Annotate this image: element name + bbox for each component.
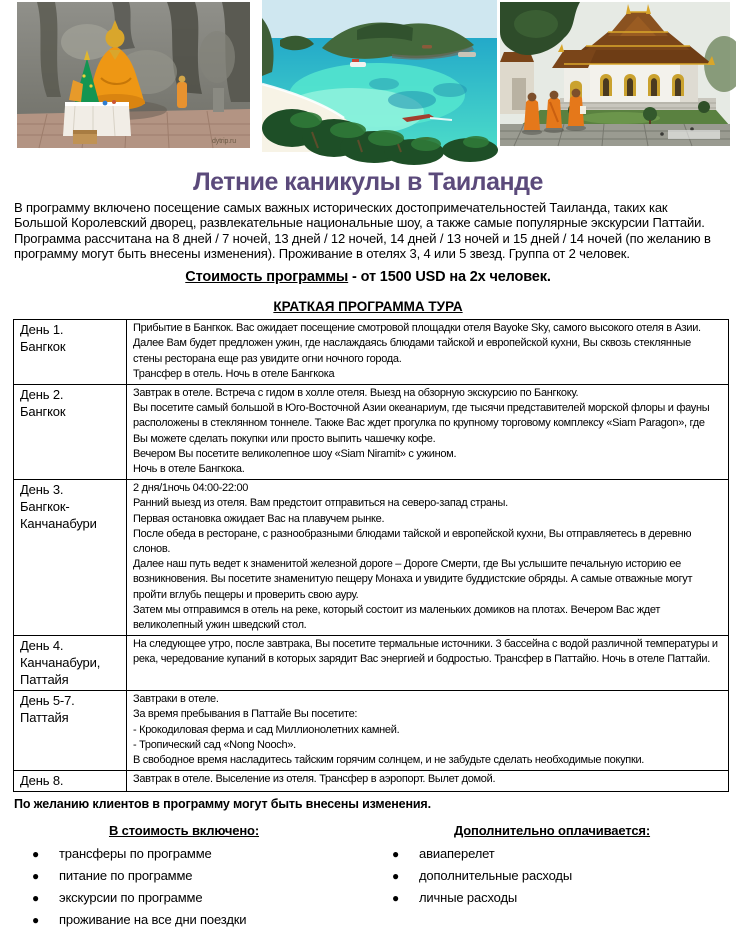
description-paragraph: После обеда в ресторане, с разнообразными блюдами тайской и европейской кухни, Вы отправляетесь в деревню слонов. bbox=[133, 527, 692, 555]
description-paragraph: На следующее утро, после завтрака, Вы посетите термальные источники. 3 бассейна с водой различной температуры и река, чередование купаний в которых зарядит Вас энергией и бодростью. Трансфер в Паттайю. Ночь в отеле Паттайи. bbox=[133, 638, 718, 666]
day-line: День 4. bbox=[20, 638, 64, 654]
photo-watermark bbox=[668, 130, 720, 139]
description-paragraph: В свободное время насладитесь тайским горячим солнцем, и не забудьте сделать необходимые покупки. bbox=[133, 754, 645, 766]
day-cell bbox=[14, 480, 127, 636]
program-table-body bbox=[14, 320, 729, 792]
description-paragraph: Прибытие в Бангкок. Вас ожидает посещение смотровой площадки отеля Bayoke Sky, самого высокого отеля в Азии. Далее Вам будет предложен ужин, где наслаждаясь блюдами тайской и европейской кухни, Вы сквозь стеклянные стены ресторана еще раз увидите огни ночного города. bbox=[133, 322, 701, 365]
description-cell bbox=[127, 691, 729, 771]
day-cell bbox=[14, 636, 127, 691]
list-item-label: дополнительные расходы bbox=[419, 868, 573, 884]
table-row bbox=[14, 320, 729, 385]
changes-note: По желанию клиентов в программу могут быть внесены изменения. bbox=[14, 797, 431, 812]
bullet-icon: ● bbox=[32, 847, 40, 862]
list-item-label: проживание на все дни поездки bbox=[59, 912, 247, 928]
extra-column bbox=[368, 823, 736, 934]
list-item bbox=[368, 890, 736, 906]
description-cell bbox=[127, 771, 729, 792]
bullet-icon: ● bbox=[392, 891, 400, 906]
day-line: Паттайя bbox=[20, 710, 69, 726]
day-line: Бангкок- bbox=[20, 499, 70, 515]
list-item bbox=[0, 912, 368, 928]
table-row bbox=[14, 480, 729, 636]
table-row bbox=[14, 636, 729, 691]
day-line: Бангкок bbox=[20, 403, 66, 419]
description-paragraph: - Тропический сад «Nong Nooch». bbox=[133, 738, 296, 751]
extra-list bbox=[368, 846, 736, 906]
bullet-icon: ● bbox=[32, 891, 40, 906]
extra-heading: Дополнительно оплачивается: bbox=[453, 823, 651, 839]
price-line bbox=[0, 269, 736, 285]
list-item-label: питание по программе bbox=[59, 868, 193, 884]
photo-strip bbox=[0, 0, 736, 156]
list-item bbox=[368, 846, 736, 862]
description-paragraph: Вечером Вы посетите великолепное шоу «Siam Niramit» с ужином. bbox=[133, 447, 457, 460]
day-line: Канчанабури bbox=[20, 516, 97, 532]
day-line: День 2. bbox=[20, 386, 64, 402]
bullet-icon: ● bbox=[32, 869, 40, 884]
description-paragraph: Далее наш путь ведет к знаменитой железной дороге – Дороге Смерти, где Вы услышите печальную историю ее возникновения. Вы посетите знаменитую пещеру Монаха и увидите буддистские обряды. А самые отважные могут пройти вглубь пещеры и проверить свою ауру. bbox=[133, 558, 693, 601]
bullet-icon: ● bbox=[32, 913, 40, 928]
day-cell bbox=[14, 771, 127, 792]
day-line: Канчанабури, bbox=[20, 655, 101, 671]
program-table bbox=[13, 319, 729, 792]
list-item bbox=[0, 868, 368, 884]
day-cell bbox=[14, 384, 127, 479]
table-row bbox=[14, 384, 729, 479]
description-paragraph: Ранний выезд из отеля. Вам предстоит отправиться на северо-запад страны. bbox=[133, 497, 508, 510]
day-line: День 5-7. bbox=[20, 693, 75, 709]
description-paragraph: Завтрак в отеле. Выселение из отеля. Трансфер в аэропорт. Вылет домой. bbox=[133, 773, 496, 786]
program-heading: КРАТКАЯ ПРОГРАММА ТУРА bbox=[273, 299, 463, 315]
day-line: День 8. bbox=[20, 773, 64, 789]
description-paragraph: Затем мы отправимся в отель на реке, который состоит из маленьких домиков на плотах. Вечером Вас ждет великолепный ужин шведский стол. bbox=[133, 603, 661, 631]
list-item-label: личные расходы bbox=[419, 890, 518, 906]
price-label: Стоимость программы bbox=[185, 268, 349, 285]
buddha-cave-photo bbox=[17, 2, 250, 148]
description-paragraph: - Крокодиловая ферма и сад Миллионолетних камней. bbox=[133, 723, 400, 736]
tropical-bay-illustration bbox=[262, 0, 497, 152]
day-line: Паттайя bbox=[20, 672, 69, 688]
description-paragraph: Трансфер в отель. Ночь в отеле Бангкока bbox=[133, 367, 335, 380]
page-title: Летние каникулы в Таиланде bbox=[193, 168, 543, 196]
day-line: Бангкок bbox=[20, 339, 66, 355]
day-cell bbox=[14, 691, 127, 771]
description-paragraph: Ночь в отеле Бангкока. bbox=[133, 462, 245, 475]
list-item-label: экскурсии по программе bbox=[59, 890, 203, 906]
buddha-cave-illustration bbox=[17, 2, 250, 148]
photo-watermark: dytrip.ru bbox=[212, 138, 236, 145]
description-cell bbox=[127, 636, 729, 691]
list-item bbox=[368, 868, 736, 884]
bullet-icon: ● bbox=[392, 847, 400, 862]
description-paragraph: Завтрак в отеле. Встреча с гидом в холле отеля. Выезд на обзорную экскурсию по Бангкоку. bbox=[133, 386, 579, 399]
description-cell bbox=[127, 320, 729, 385]
list-item bbox=[0, 846, 368, 862]
table-row bbox=[14, 771, 729, 792]
description-paragraph: 2 дня/1ночь 04:00-22:00 bbox=[133, 482, 249, 495]
marble-temple-illustration bbox=[500, 2, 730, 146]
list-item bbox=[0, 890, 368, 906]
description-paragraph: Завтраки в отеле. bbox=[133, 693, 219, 706]
description-paragraph: Вы посетите самый большой в Юго-Восточной Азии океанариум, где тысячи представителей морской флоры и фауны расположены в стеклянном тоннеле. Также Вас ждет прогулка по крупному торговому комплексу «Siam Paragon», где Вы можете сделать покупки или просто выпить чашечку кофе. bbox=[133, 402, 710, 445]
included-heading: В стоимость включено: bbox=[108, 823, 260, 839]
day-line: День 1. bbox=[20, 322, 64, 338]
day-line: День 3. bbox=[20, 482, 64, 498]
day-cell bbox=[14, 320, 127, 385]
bottom-columns bbox=[0, 823, 736, 934]
list-item-label: трансферы по программе bbox=[59, 846, 212, 862]
list-item-label: авиаперелет bbox=[419, 846, 495, 862]
included-column bbox=[0, 823, 368, 934]
marble-temple-photo bbox=[500, 2, 730, 146]
description-paragraph: За время пребывания в Паттайе Вы посетите: bbox=[133, 708, 358, 721]
bullet-icon: ● bbox=[392, 869, 400, 884]
price-value: - от 1500 USD на 2х человек. bbox=[348, 268, 551, 285]
included-list bbox=[0, 846, 368, 928]
tropical-bay-photo bbox=[262, 0, 497, 152]
intro-paragraph: В программу включено посещение самых важных исторических достопримечательностей Таиланда, таких как Большой Королевский дворец, развлекательные национальные шоу, а также самые популярные экскурсии Паттайи. Программа рассчитана на 8 дней / 7 ночей, 13 дней / 12 ночей, 14 дней / 13 ночей и 15 дней / 14 ночей (по желанию в программу могут быть внесены изменения). Проживание в отелях 3, 4 или 5 звезд. Группа от 2 человек. bbox=[14, 200, 711, 262]
description-cell bbox=[127, 480, 729, 636]
description-cell bbox=[127, 384, 729, 479]
table-row bbox=[14, 691, 729, 771]
description-paragraph: Первая остановка ожидает Вас на плавучем рынке. bbox=[133, 512, 385, 525]
